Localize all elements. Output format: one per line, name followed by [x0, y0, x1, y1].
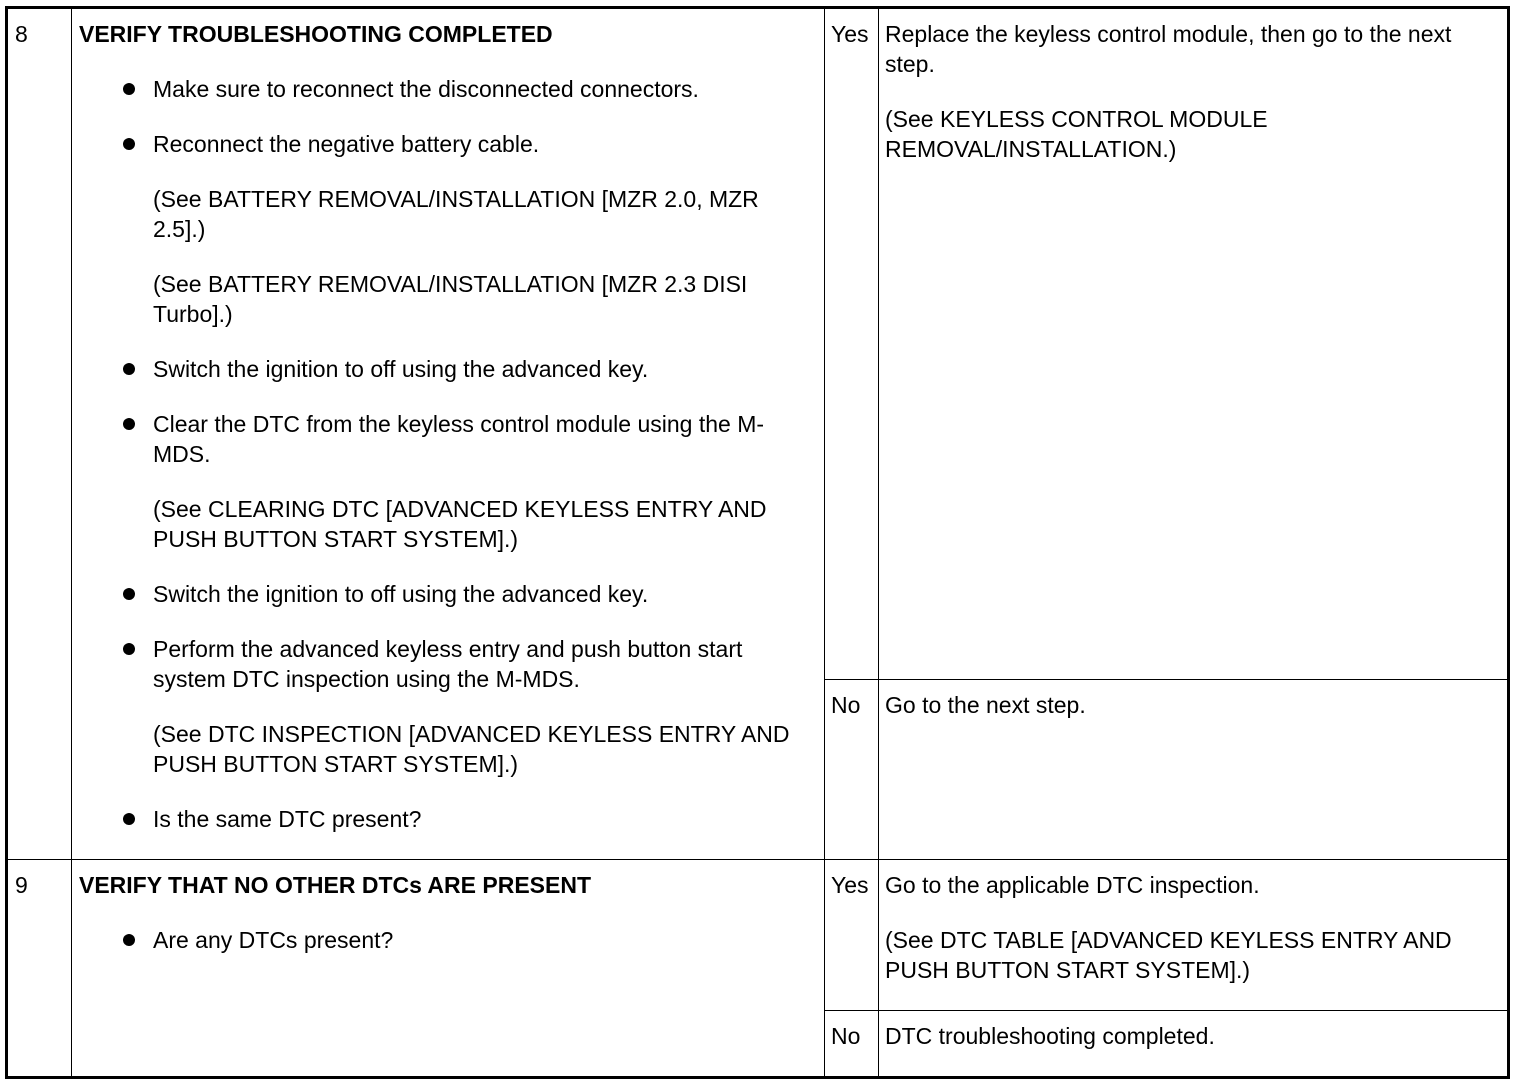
bullet-text: Reconnect the negative battery cable.: [153, 131, 540, 157]
bullet-text: Switch the ignition to off using the advanced key.: [153, 581, 649, 607]
step-bullet: [79, 804, 816, 834]
step-bullet: [79, 129, 816, 329]
step-number: 8: [7, 8, 72, 860]
step-bullet: [79, 409, 816, 554]
bullet-icon: [123, 418, 135, 430]
bullet-text: Are any DTCs present?: [153, 927, 394, 953]
action-text: Go to the next step.: [885, 691, 1086, 718]
action-reference: (See KEYLESS CONTROL MODULE REMOVAL/INSTALLATION.): [885, 106, 1268, 162]
answer-action: [879, 679, 1509, 859]
bullet-icon: [123, 643, 135, 655]
step-content: [72, 8, 825, 860]
step-8-yes-row: [7, 8, 1509, 680]
action-text: Replace the keyless control module, then go to the next step.: [885, 21, 1452, 77]
bullet-text: Clear the DTC from the keyless control module using the M-MDS.: [153, 411, 765, 467]
answer-label: Yes: [825, 8, 879, 680]
bullet-reference: (See BATTERY REMOVAL/INSTALLATION [MZR 2.3 DISI Turbo].): [153, 271, 748, 327]
step-bullet: [79, 925, 816, 955]
step-bullet-list: [79, 925, 816, 955]
bullet-icon: [123, 363, 135, 375]
step-bullet: [79, 74, 816, 104]
bullet-reference: (See CLEARING DTC [ADVANCED KEYLESS ENTRY AND PUSH BUTTON START SYSTEM].): [153, 496, 767, 552]
answer-action: [879, 1011, 1509, 1078]
bullet-icon: [123, 588, 135, 600]
troubleshooting-table: [5, 6, 1510, 1079]
bullet-text: Is the same DTC present?: [153, 806, 422, 832]
answer-action: [879, 860, 1509, 1011]
action-reference: (See DTC TABLE [ADVANCED KEYLESS ENTRY AND PUSH BUTTON START SYSTEM].): [885, 927, 1452, 983]
step-title: VERIFY THAT NO OTHER DTCs ARE PRESENT: [79, 872, 592, 898]
bullet-icon: [123, 813, 135, 825]
step-number: 9: [7, 860, 72, 1078]
action-text: DTC troubleshooting completed.: [885, 1023, 1215, 1049]
answer-action: [879, 8, 1509, 680]
answer-label: Yes: [825, 860, 879, 1011]
bullet-reference: (See BATTERY REMOVAL/INSTALLATION [MZR 2.0, MZR 2.5].): [153, 186, 759, 242]
step-9-yes-row: [7, 860, 1509, 1011]
step-title: VERIFY TROUBLESHOOTING COMPLETED: [79, 21, 553, 47]
step-content: [72, 860, 825, 1078]
answer-label: No: [825, 679, 879, 859]
action-text: Go to the applicable DTC inspection.: [885, 872, 1260, 898]
bullet-text: Make sure to reconnect the disconnected connectors.: [153, 76, 699, 102]
bullet-text: Perform the advanced keyless entry and push button start system DTC inspection using the M-MDS.: [153, 636, 743, 692]
step-bullet-list: [79, 74, 816, 834]
step-bullet: [79, 634, 816, 779]
bullet-text: Switch the ignition to off using the advanced key.: [153, 356, 649, 382]
step-bullet: [79, 579, 816, 609]
bullet-reference: (See DTC INSPECTION [ADVANCED KEYLESS ENTRY AND PUSH BUTTON START SYSTEM].): [153, 721, 790, 777]
step-bullet: [79, 354, 816, 384]
bullet-icon: [123, 934, 135, 946]
bullet-icon: [123, 83, 135, 95]
answer-label: No: [825, 1011, 879, 1078]
bullet-icon: [123, 138, 135, 150]
